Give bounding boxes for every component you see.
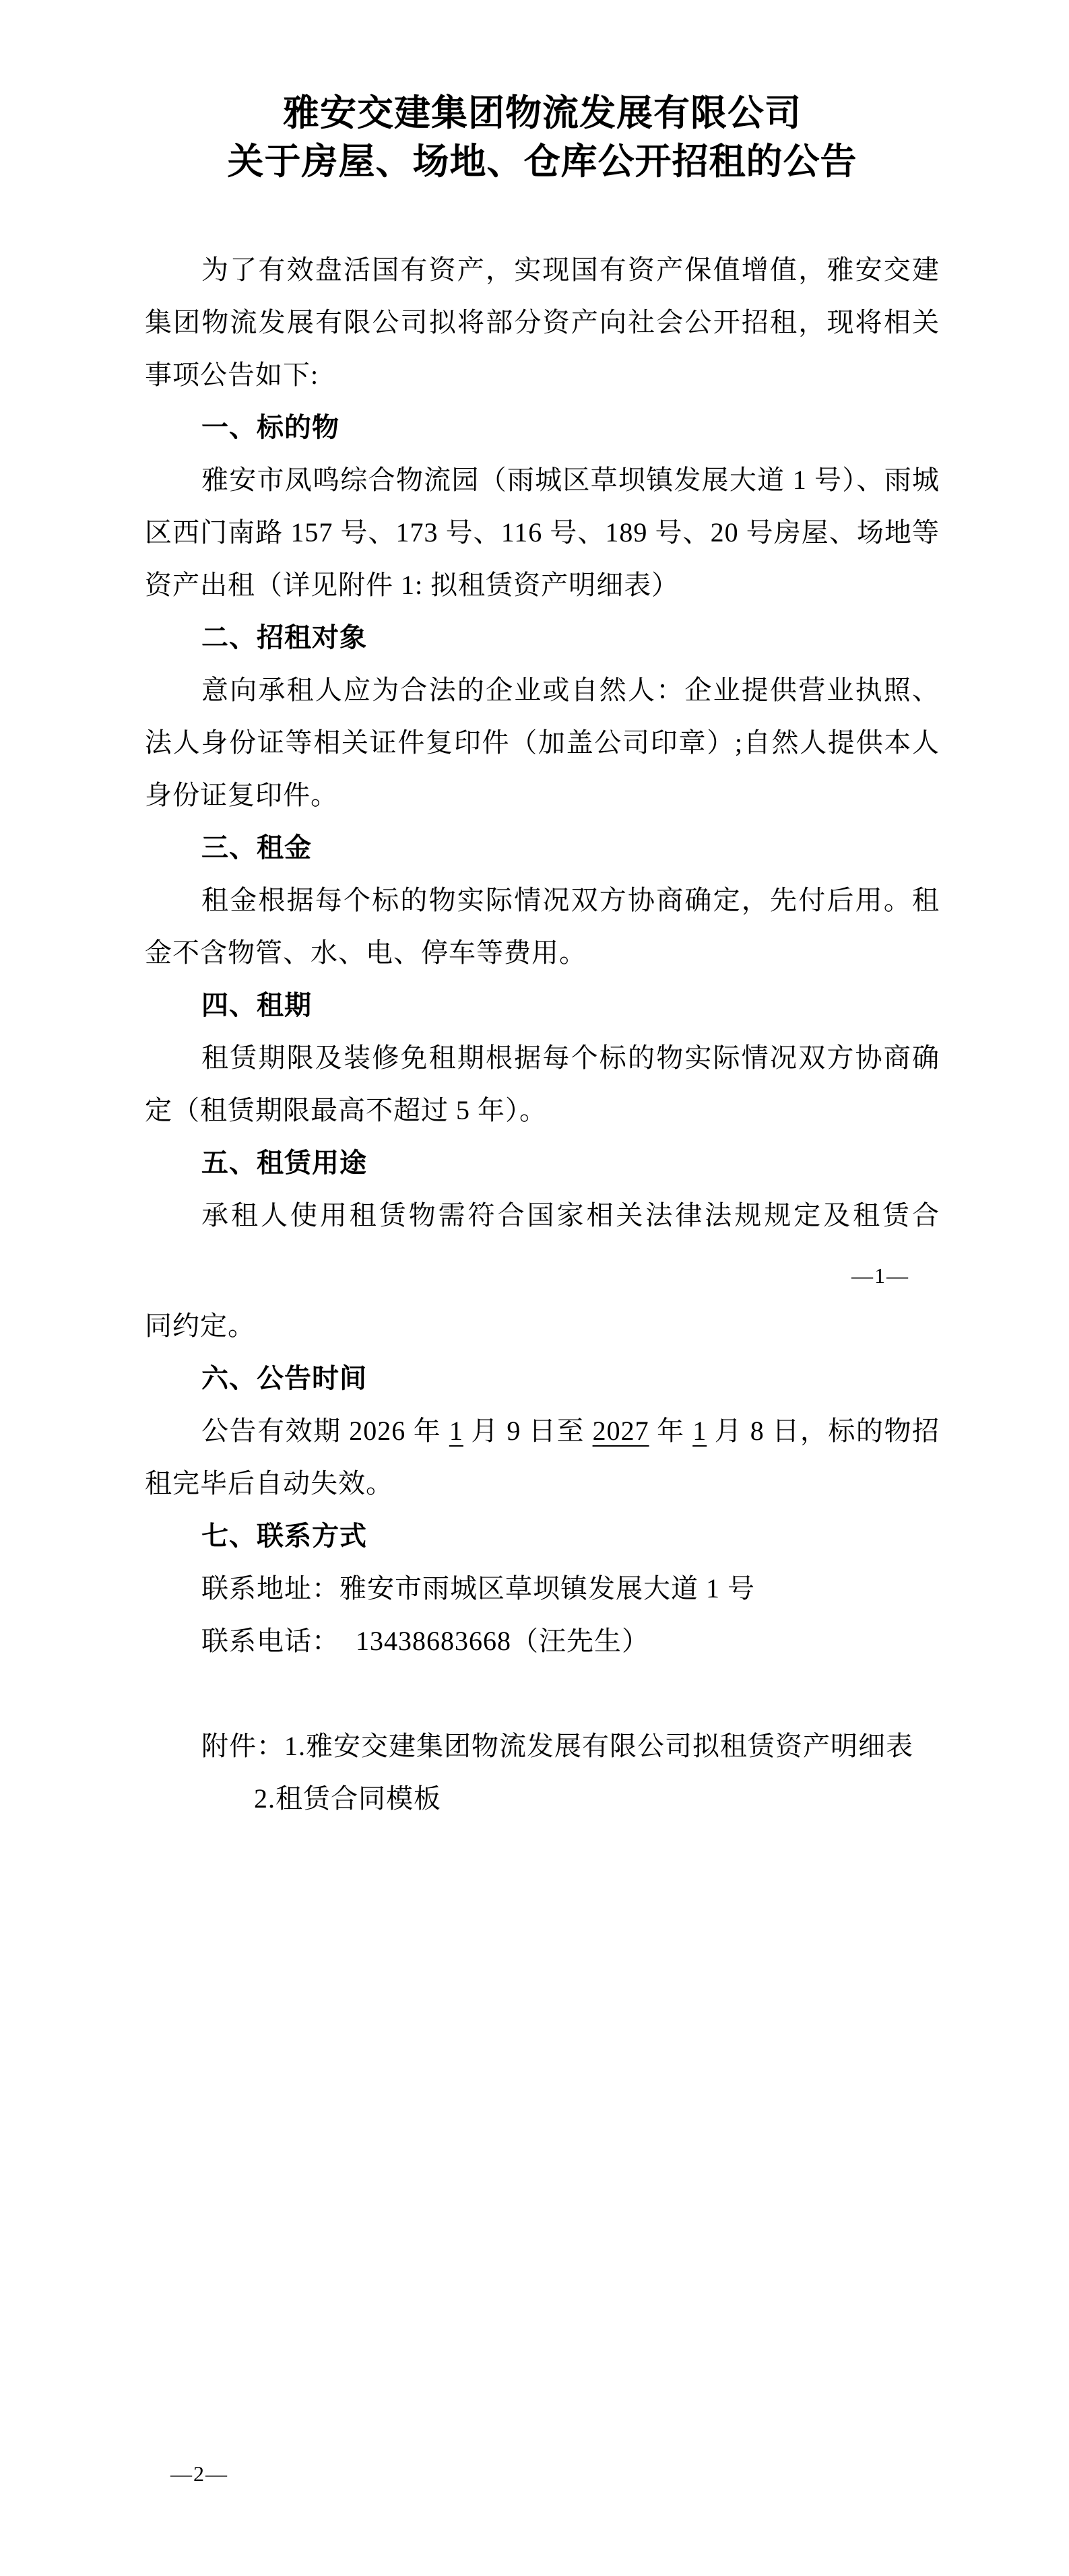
contact-address-value: 雅安市雨城区草坝镇发展大道 1 号 xyxy=(339,1573,755,1604)
section-5-body-page1: 承租人使用租赁物需符合国家相关法律法规规定及租赁合 xyxy=(201,1200,940,1230)
attachments-line-1 xyxy=(201,1720,940,1773)
spacer-line xyxy=(145,1667,940,1720)
section-3-heading: 三、租金 xyxy=(201,833,312,863)
section-2-body: 意向承租人应为合法的企业或自然人：企业提供营业执照、法人身份证等相关证件复印件（加盖公司印章）;自然人提供本人身份证复印件。 xyxy=(145,675,940,810)
page-2-number: —2— xyxy=(170,2462,228,2486)
notice-period-text: 月 9 日至 xyxy=(463,1416,593,1446)
section-7-heading: 七、联系方式 xyxy=(201,1521,367,1551)
attachments-block xyxy=(145,1720,940,1825)
section-6-body xyxy=(145,1405,940,1510)
notice-period-text: 年 xyxy=(649,1416,693,1446)
notice-period-text: 公告有效期 2026 年 xyxy=(201,1416,449,1446)
document-title-line2: 关于房屋、场地、仓库公开招租的公告 xyxy=(227,141,857,182)
page-2-content xyxy=(145,1300,940,1825)
attachment-item-2: 2.租赁合同模板 xyxy=(254,1783,441,1814)
document-title-line1: 雅安交建集团物流发展有限公司 xyxy=(283,93,802,133)
contact-address-line xyxy=(145,1562,940,1615)
page-2 xyxy=(0,1300,1069,2576)
page-1-number: —1— xyxy=(851,1263,909,1288)
contact-phone-line xyxy=(145,1615,940,1667)
attachment-item-1: 1.雅安交建集团物流发展有限公司拟租赁资产明细表 xyxy=(284,1731,913,1761)
section-1-heading: 一、标的物 xyxy=(201,413,339,442)
attachments-label: 附件： xyxy=(201,1731,284,1761)
intro-paragraph: 为了有效盘活国有资产，实现国有资产保值增值，雅安交建集团物流发展有限公司拟将部分资产向社会公开招租，现将相关事项公告如下: xyxy=(145,255,940,390)
section-1-body: 雅安市凤鸣综合物流园（雨城区草坝镇发展大道 1 号）、雨城区西门南路 157 号、173 号、116 号、189 号、20 号房屋、场地等资产出租（详见附件 1: 拟租赁资产明细表） xyxy=(145,465,940,600)
notice-period-text: 月 8 日，标的物招租完毕后自动失效。 xyxy=(145,1416,940,1498)
page-1-content xyxy=(145,0,940,1242)
contact-phone-value: 13438683668（汪先生） xyxy=(356,1626,649,1656)
section-4-body: 租赁期限及装修免租期根据每个标的物实际情况双方协商确定（租赁期限最高不超过 5 年）。 xyxy=(145,1043,940,1125)
section-5-body-page2: 同约定。 xyxy=(145,1311,255,1341)
notice-end-year-underlined: 2027 xyxy=(592,1416,649,1446)
attachments-line-2 xyxy=(254,1773,940,1825)
notice-end-month-underlined: 1 xyxy=(692,1416,707,1446)
contact-address-label: 联系地址： xyxy=(201,1573,339,1604)
section-6-heading: 六、公告时间 xyxy=(201,1364,367,1393)
section-2-heading: 二、招租对象 xyxy=(201,623,367,653)
section-5-heading: 五、租赁用途 xyxy=(201,1148,367,1178)
contact-phone-label: 联系电话： xyxy=(201,1626,339,1656)
notice-start-month-underlined: 1 xyxy=(449,1416,463,1446)
section-4-heading: 四、租期 xyxy=(201,991,312,1020)
section-3-body: 租金根据每个标的物实际情况双方协商确定，先付后用。租金不含物管、水、电、停车等费用。 xyxy=(145,885,940,968)
document-title xyxy=(145,0,940,186)
